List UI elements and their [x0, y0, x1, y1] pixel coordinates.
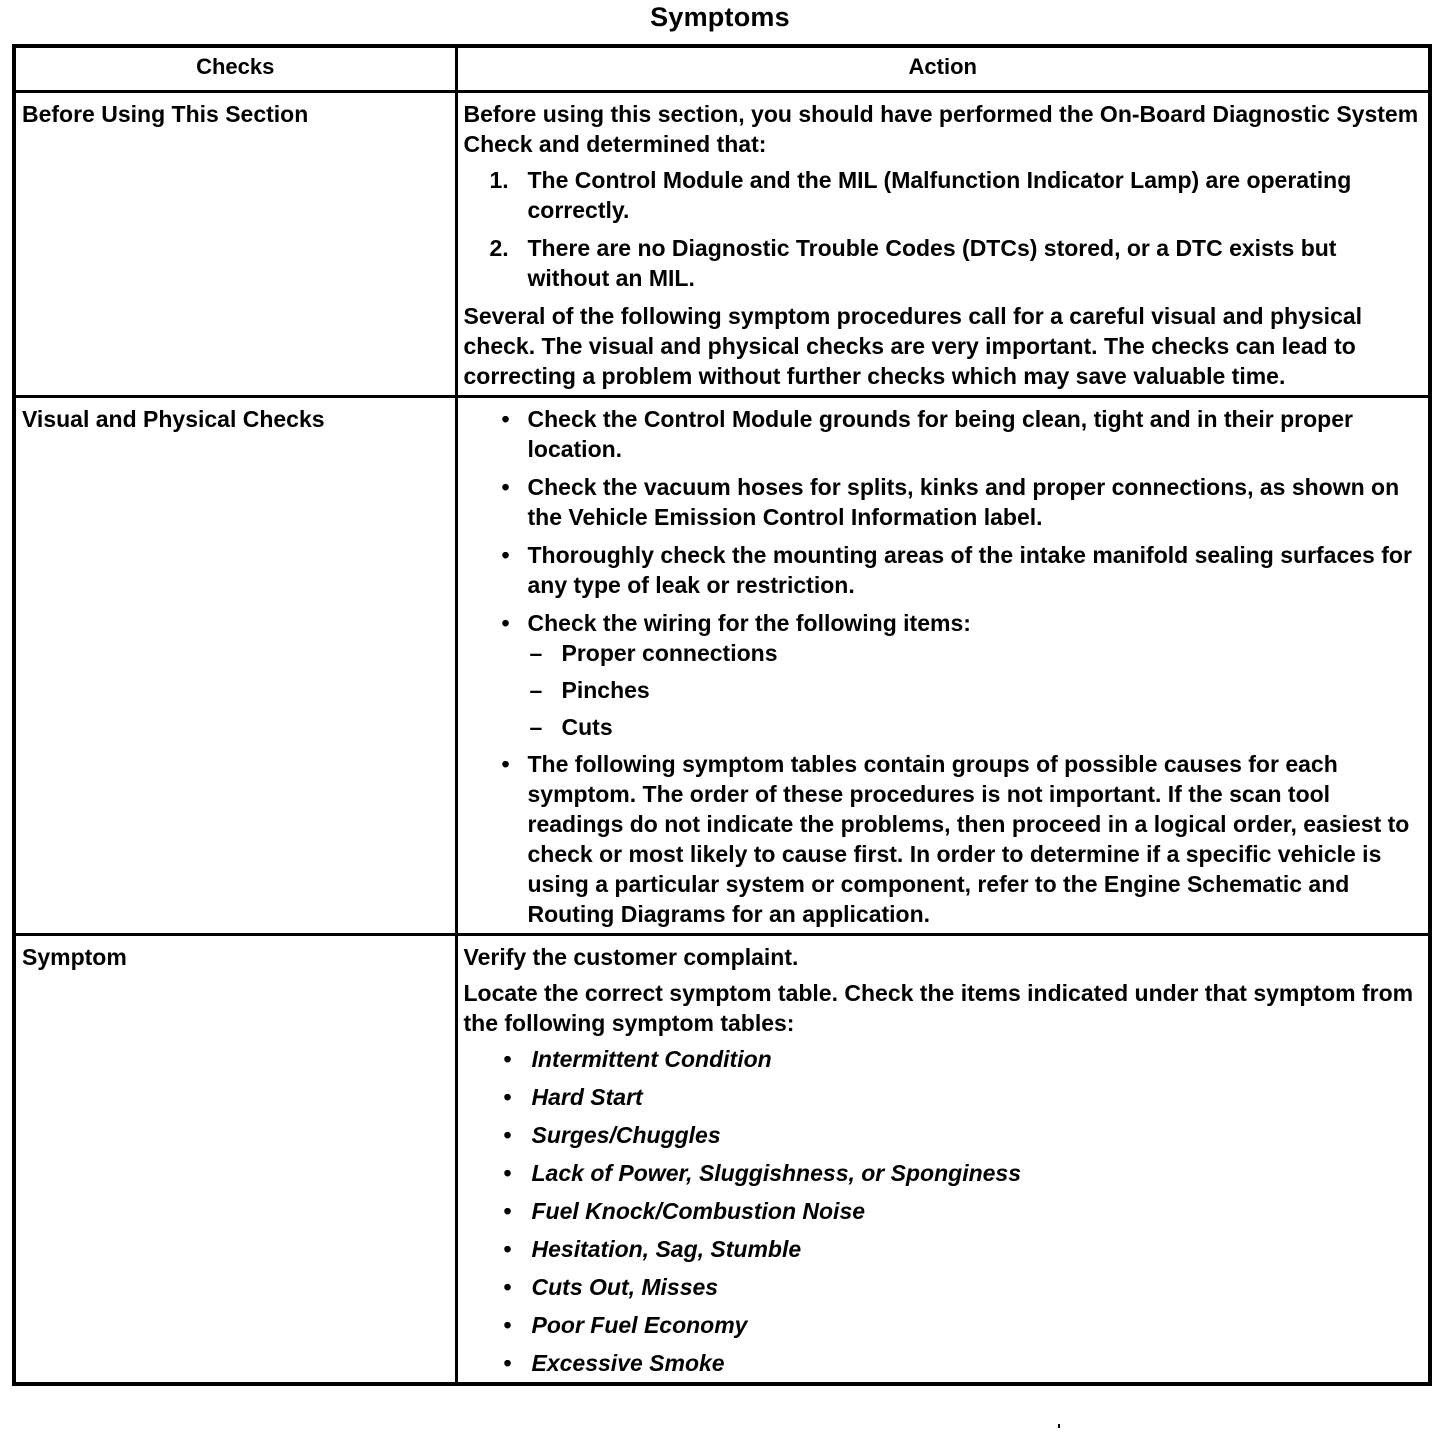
- item-number: 2.: [489, 235, 509, 261]
- dash-icon: –: [529, 640, 543, 666]
- check-symptom: Symptom: [14, 935, 456, 1385]
- before-intro-text: Before using this section, you should have performed the On-Board Diagnostic System Check and determined that:: [463, 101, 1419, 157]
- bullet-icon: •: [501, 542, 510, 568]
- list-item: [464, 1120, 1423, 1150]
- symptom-table-name: Cuts Out, Misses: [531, 1274, 719, 1300]
- bullet-icon: •: [503, 1350, 512, 1376]
- symptom-table-name: Poor Fuel Economy: [531, 1312, 748, 1338]
- list-item: [464, 472, 1423, 532]
- item-text: Check the wiring for the following items:: [527, 610, 971, 636]
- check-before-using: Before Using This Section: [14, 92, 456, 397]
- symptom-locate-text: Locate the correct symptom table. Check the items indicated under that symptom from the following symptom tables:: [463, 980, 1414, 1036]
- list-item: [464, 540, 1423, 600]
- bullet-icon: •: [501, 751, 510, 777]
- action-column-header: Action: [456, 46, 1430, 92]
- bullet-icon: •: [503, 1122, 512, 1148]
- item-text: The Control Module and the MIL (Malfunction Indicator Lamp) are operating correctly.: [527, 167, 1352, 223]
- list-item: [464, 1348, 1423, 1378]
- list-item: [464, 1082, 1423, 1112]
- item-text: Pinches: [561, 677, 650, 703]
- visual-final-bullet: [464, 749, 1423, 929]
- bullet-icon: •: [503, 1274, 512, 1300]
- list-item: [464, 165, 1423, 225]
- symptom-table-name: Lack of Power, Sluggishness, or Sponginess: [531, 1160, 1022, 1186]
- symptom-tables-list: [464, 1044, 1423, 1378]
- table-row-symptom: [14, 935, 1430, 1385]
- list-item: [464, 712, 1423, 742]
- list-item: [464, 608, 1423, 638]
- action-visual-physical: [456, 397, 1430, 935]
- list-item: [464, 638, 1423, 668]
- symptoms-table: [12, 44, 1432, 1386]
- bullet-icon: •: [503, 1046, 512, 1072]
- list-item: [464, 1196, 1423, 1226]
- list-item: [464, 233, 1423, 293]
- bullet-icon: •: [503, 1198, 512, 1224]
- symptom-table-name: Intermittent Condition: [531, 1046, 772, 1072]
- list-item: [464, 1158, 1423, 1188]
- symptom-table-name: Excessive Smoke: [531, 1350, 725, 1376]
- bullet-icon: •: [501, 610, 510, 636]
- before-numbered-list: [464, 165, 1423, 293]
- checks-column-header: Checks: [14, 46, 456, 92]
- table-header-row: [14, 46, 1430, 92]
- wiring-dash-list: [464, 638, 1423, 742]
- list-item: [464, 675, 1423, 705]
- item-number: 1.: [489, 167, 509, 193]
- list-item: [464, 1234, 1423, 1264]
- item-text: The following symptom tables contain groups of possible causes for each symptom. The order of these procedures is not important. If the scan tool readings do not indicate the problems, then proceed in a logical order, easiest to check or most likely to cause first. In order to determine if a specific vehicle is using a particular system or component, refer to the Engine Schematic and Routing Diagrams for an application.: [527, 751, 1410, 927]
- item-text: Thoroughly check the mounting areas of the intake manifold sealing surfaces for any type of leak or restriction.: [527, 542, 1412, 598]
- scan-speck: [1058, 1424, 1060, 1428]
- list-item: [464, 749, 1423, 929]
- symptom-table-name: Hard Start: [531, 1084, 643, 1110]
- bullet-icon: •: [503, 1236, 512, 1262]
- table-row-before-using: [14, 92, 1430, 397]
- item-text: Check the vacuum hoses for splits, kinks and proper connections, as shown on the Vehicle Emission Control Information label.: [527, 474, 1400, 530]
- item-text: Check the Control Module grounds for being clean, tight and in their proper location.: [527, 406, 1353, 462]
- bullet-icon: •: [501, 406, 510, 432]
- bullet-icon: •: [503, 1084, 512, 1110]
- before-closing-text: Several of the following symptom procedures call for a careful visual and physical check. The visual and physical checks are very important. The checks can lead to correcting a problem without further checks which may save valuable time.: [463, 303, 1363, 389]
- list-item: [464, 1310, 1423, 1340]
- action-before-using: [456, 92, 1430, 397]
- bullet-icon: •: [501, 474, 510, 500]
- symptom-table-name: Surges/Chuggles: [531, 1122, 721, 1148]
- dash-icon: –: [529, 714, 543, 740]
- visual-bullet-list: [464, 404, 1423, 638]
- symptom-verify-text: Verify the customer complaint.: [463, 944, 799, 970]
- symptom-table-name: Hesitation, Sag, Stumble: [531, 1236, 802, 1262]
- bullet-icon: •: [503, 1160, 512, 1186]
- item-text: Proper connections: [561, 640, 778, 666]
- action-symptom: [456, 935, 1430, 1385]
- check-visual-physical: Visual and Physical Checks: [14, 397, 456, 935]
- bullet-icon: •: [503, 1312, 512, 1338]
- list-item: [464, 404, 1423, 464]
- item-text: There are no Diagnostic Trouble Codes (DTCs) stored, or a DTC exists but without an MIL.: [527, 235, 1337, 291]
- table-row-visual-physical: [14, 397, 1430, 935]
- dash-icon: –: [529, 677, 543, 703]
- list-item: [464, 1044, 1423, 1074]
- symptom-table-name: Fuel Knock/Combustion Noise: [531, 1198, 866, 1224]
- item-text: Cuts: [561, 714, 613, 740]
- list-item: [464, 1272, 1423, 1302]
- page-title: Symptoms: [650, 2, 790, 32]
